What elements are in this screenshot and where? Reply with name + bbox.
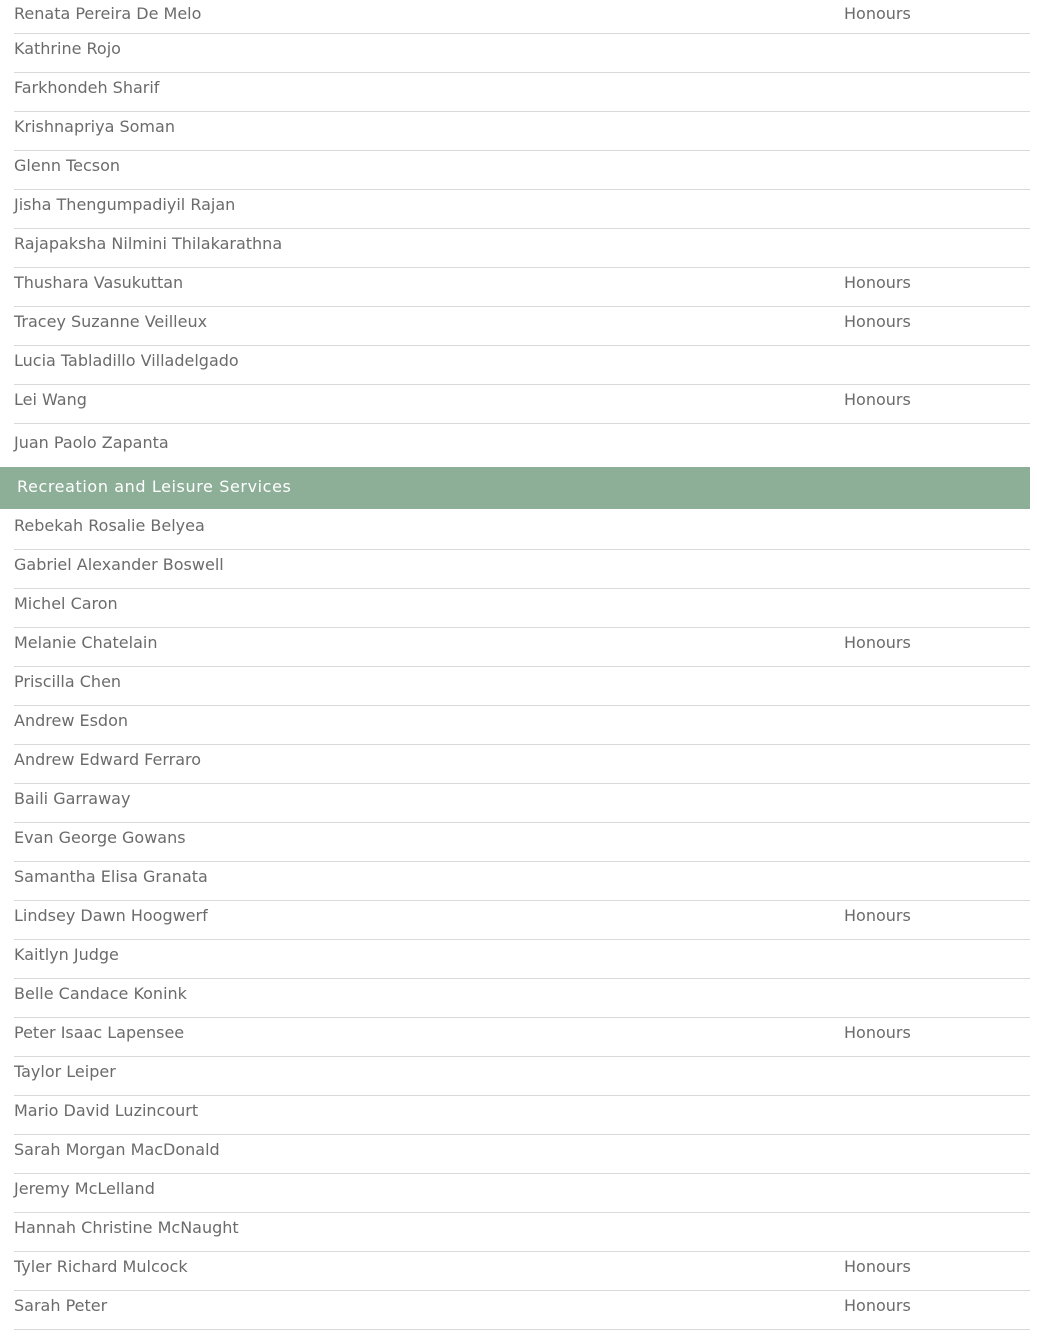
table-row (14, 385, 1030, 424)
table-row (14, 229, 1030, 268)
graduate-award: Honours (844, 312, 911, 331)
table-row (14, 979, 1030, 1018)
table-row (14, 667, 1030, 706)
graduate-name: Peter Isaac Lapensee (14, 1023, 185, 1042)
graduate-name: Renata Pereira De Melo (14, 4, 202, 23)
graduate-name: Evan George Gowans (14, 828, 186, 847)
group-b (0, 509, 1030, 1330)
table-row (14, 112, 1030, 151)
graduate-name: Belle Candace Konink (14, 984, 187, 1003)
graduate-award: Honours (844, 1257, 911, 1276)
graduate-award: Honours (844, 633, 911, 652)
table-row (14, 745, 1030, 784)
table-row (14, 628, 1030, 667)
table-row (14, 73, 1030, 112)
graduate-name: Rajapaksha Nilmini Thilakarathna (14, 234, 283, 253)
graduate-award: Honours (844, 906, 911, 925)
graduate-name: Priscilla Chen (14, 672, 122, 691)
graduate-name: Thushara Vasukuttan (14, 273, 184, 292)
group-a (0, 0, 1030, 467)
graduate-award: Honours (844, 1296, 911, 1315)
graduate-name: Mario David Luzincourt (14, 1101, 199, 1120)
table-row (14, 190, 1030, 229)
section-title: Recreation and Leisure Services (17, 477, 292, 496)
table-row (14, 940, 1030, 979)
graduate-name: Gabriel Alexander Boswell (14, 555, 224, 574)
graduate-award: Honours (844, 390, 911, 409)
graduate-name: Melanie Chatelain (14, 633, 158, 652)
table-row (14, 1096, 1030, 1135)
table-row (14, 1135, 1030, 1174)
graduate-name: Samantha Elisa Granata (14, 867, 208, 886)
graduate-name: Tyler Richard Mulcock (14, 1257, 188, 1276)
table-row (14, 784, 1030, 823)
graduate-name: Taylor Leiper (14, 1062, 116, 1081)
graduate-name: Jeremy McLelland (14, 1179, 155, 1198)
table-row (14, 823, 1030, 862)
graduate-name: Lucia Tabladillo Villadelgado (14, 351, 239, 370)
graduate-award: Honours (844, 1023, 911, 1042)
graduate-name: Rebekah Rosalie Belyea (14, 516, 205, 535)
table-row (14, 1057, 1030, 1096)
table-row (14, 511, 1030, 550)
graduate-name: Kaitlyn Judge (14, 945, 119, 964)
graduate-name: Andrew Esdon (14, 711, 129, 730)
table-row (14, 1291, 1030, 1330)
table-row (14, 1213, 1030, 1252)
graduate-award: Honours (844, 4, 911, 23)
table-row (14, 550, 1030, 589)
table-row (14, 34, 1030, 73)
graduate-award: Honours (844, 273, 911, 292)
table-row (14, 1252, 1030, 1291)
graduate-name: Lindsey Dawn Hoogwerf (14, 906, 208, 925)
table-row (14, 706, 1030, 745)
graduate-name: Hannah Christine McNaught (14, 1218, 239, 1237)
table-row (14, 589, 1030, 628)
graduate-name: Juan Paolo Zapanta (14, 433, 169, 452)
table-row (14, 268, 1030, 307)
graduate-name: Kathrine Rojo (14, 39, 121, 58)
graduate-name: Andrew Edward Ferraro (14, 750, 202, 769)
graduate-name: Farkhondeh Sharif (14, 78, 160, 97)
table-row (14, 151, 1030, 190)
graduate-name: Tracey Suzanne Veilleux (14, 312, 208, 331)
table-row (14, 862, 1030, 901)
graduate-name: Baili Garraway (14, 789, 131, 808)
table-row (14, 1174, 1030, 1213)
table-row (14, 346, 1030, 385)
table-row (14, 424, 1030, 467)
graduate-name: Jisha Thengumpadiyil Rajan (14, 195, 236, 214)
graduate-name: Sarah Morgan MacDonald (14, 1140, 220, 1159)
graduate-name: Glenn Tecson (14, 156, 121, 175)
table-row (14, 307, 1030, 346)
table-row (14, 0, 1030, 34)
table-row (14, 1018, 1030, 1057)
graduate-name: Michel Caron (14, 594, 118, 613)
table-row (14, 901, 1030, 940)
section-header (0, 467, 1030, 509)
graduate-name: Krishnapriya Soman (14, 117, 175, 136)
graduate-name: Sarah Peter (14, 1296, 108, 1315)
graduate-name: Lei Wang (14, 390, 87, 409)
